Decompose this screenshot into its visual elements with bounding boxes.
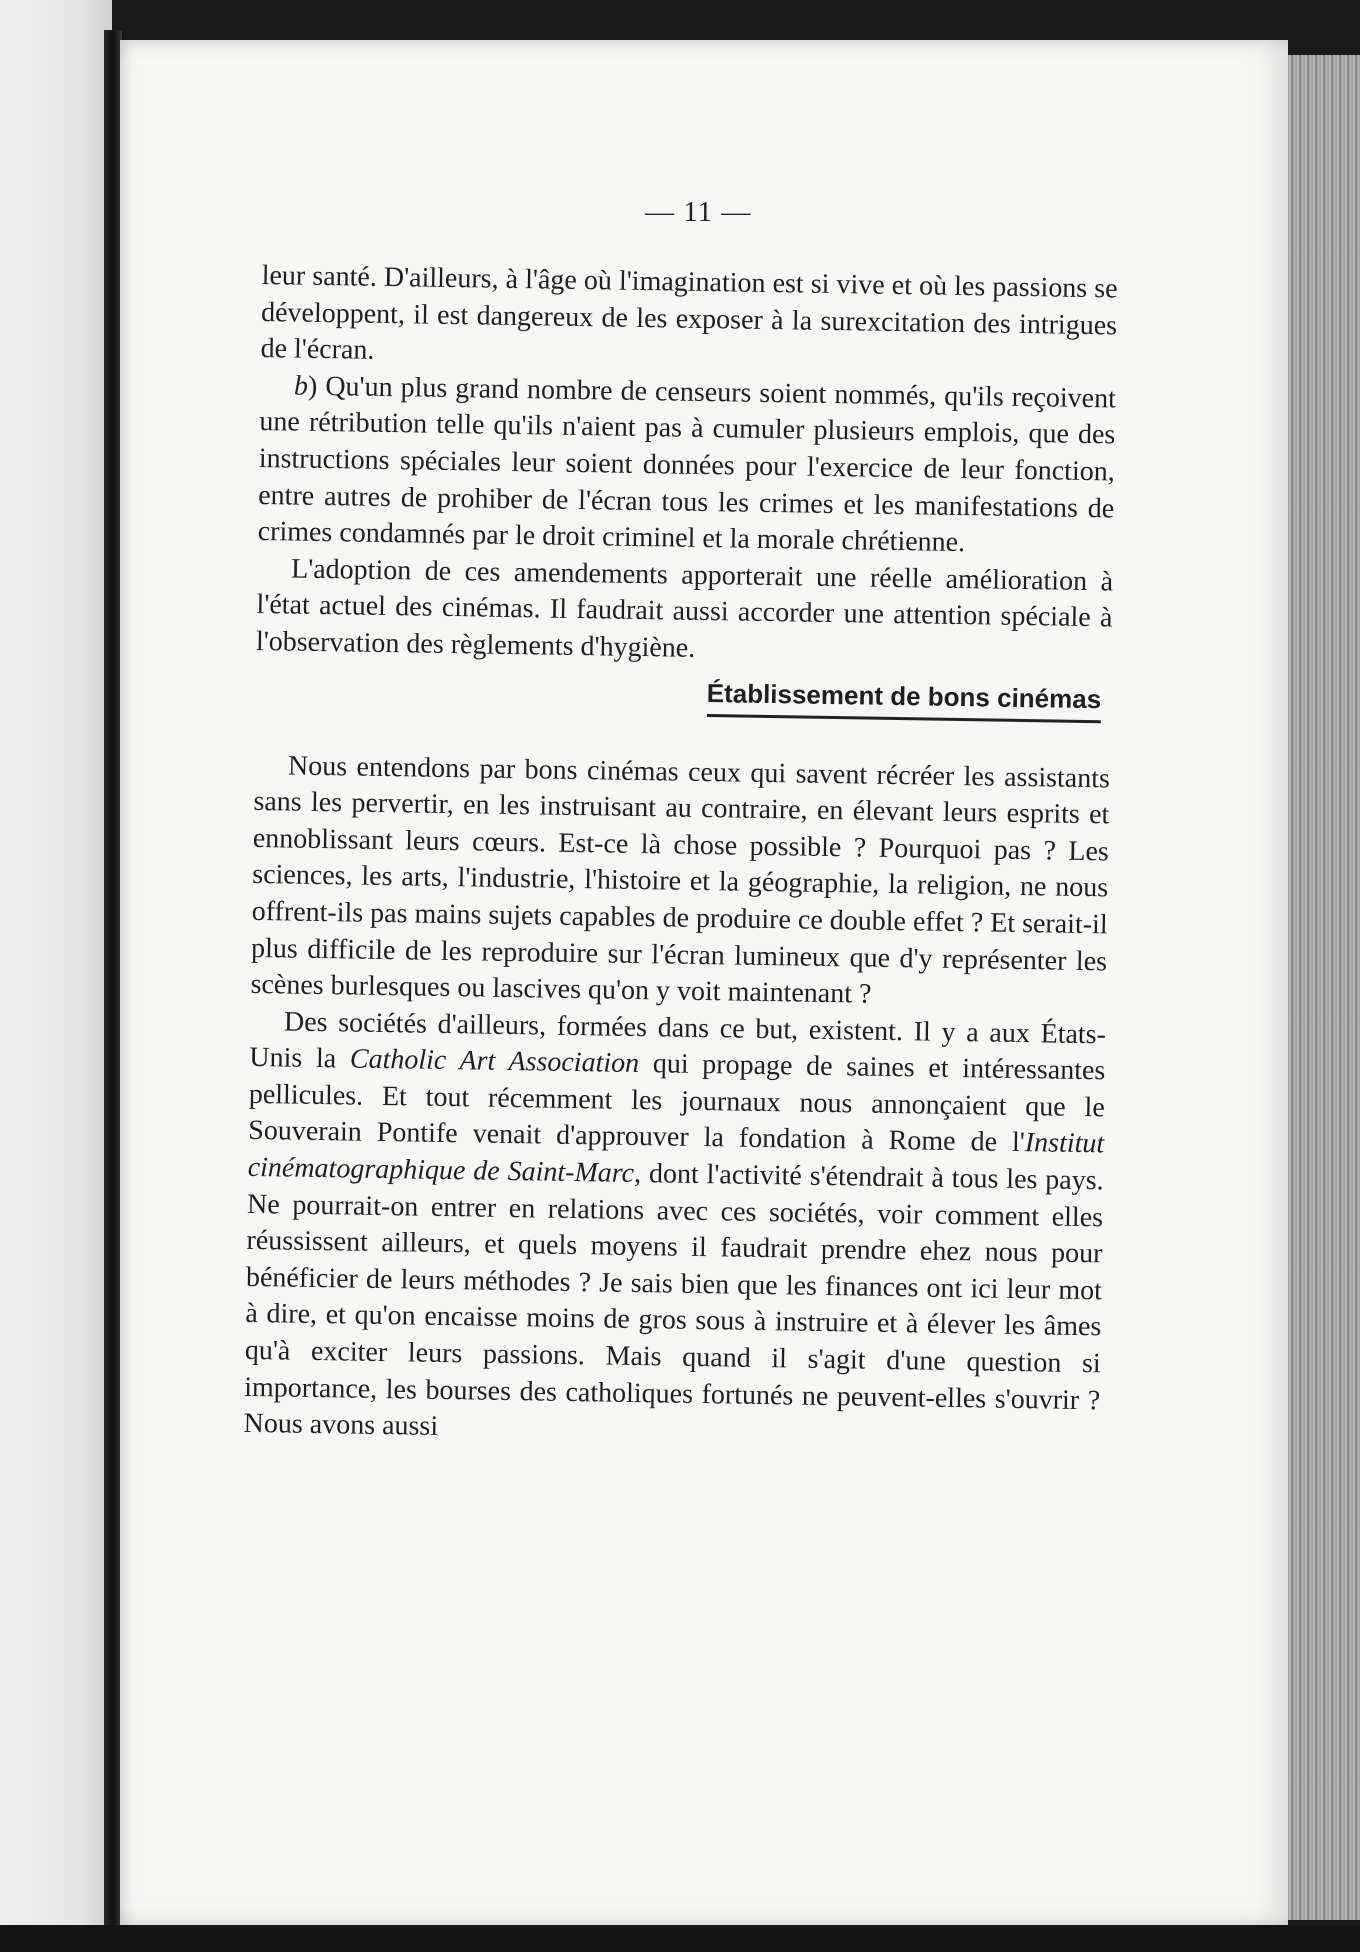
paragraph-5 <box>243 1004 1106 1457</box>
facing-page-edge <box>0 0 112 1952</box>
paragraph-3: L'adoption de ces amendements apporterait une réelle amélioration à l'état actuel des cinémas. Il faudrait aussi accorder une attention spéciale à l'observation des règlements d'hygiène. <box>255 553 1114 664</box>
section-heading-wrap <box>255 668 1112 722</box>
bottom-shadow <box>0 1925 1360 1952</box>
section-heading: Établissement de bons cinémas <box>706 676 1101 723</box>
paragraph-2 <box>257 368 1116 564</box>
page-number: — 11 — <box>645 196 752 228</box>
paragraph-5-part-e: , dont l'activité s'étendrait à tous les pays. Ne pourrait-on entrer en relations avec ces sociétés, voir comment elles réussissent ailleurs, et quels moyens il faudrait prendre ehez nous pour bénéficier de leurs méthodes ? Je sais bien que les finances ont ici leur mot à dire, et qu'on encaisse moins de gros sous à instruire et à élever les âmes qu'à exciter leurs passions. Mais quand il s'agit d'une question si importance, les bourses des catholiques fortunés ne peuvent-elles s'ouvrir ? Nous avons aussi <box>243 1158 1104 1443</box>
page-text <box>243 258 1118 1456</box>
paragraph-4: Nous entendons par bons cinémas ceux qui savent récréer les assistants sans les pervertir, en les instruisant au contraire, en élevant leurs esprits et ennoblissant leurs cœurs. Est-ce là chose possible ? Pourquoi pas ? Les sciences, les arts, l'industrie, l'histoire et la géographie, la religion, ne nous offrent-ils pas mains sujets capables de produire ce double effet ? Et serait-il plus difficile de les reproduire sur l'écran lumineux que d'y représenter les scènes burlesques ou lascives qu'on y voit maintenant ? <box>250 750 1111 1010</box>
catholic-art-association: Catholic Art Association <box>349 1043 640 1080</box>
list-marker-b: b <box>293 370 309 402</box>
paragraph-5-part-a: Des sociétés d'ailleurs, formées dans ce but, existent. Il y a aux États-Unis la <box>249 1006 1107 1075</box>
paragraph-5-part-c: qui propage de saines et intéressantes pellicules. Et tout récemment les journaux nous annonçaient que le Souverain Pontife venait d'approuver la fondation à Rome de l' <box>248 1048 1106 1159</box>
paragraph-2-text: ) Qu'un plus grand nombre de censeurs soient nommés, qu'ils reçoivent une rétribution telle qu'ils n'aient pas à cumuler plusieurs emplois, que des instructions spéciales leur soient données pour l'exercice de leur fonction, entre autres de prohiber de l'écran tous les crimes et les manifestations de crimes condamnés par le droit criminel et la morale chrétienne. <box>257 370 1117 559</box>
page-stack-edges <box>1288 55 1360 1920</box>
institut-saint-marc: Institut cinématographique de Saint-Marc <box>247 1127 1105 1190</box>
paragraph-1: leur santé. D'ailleurs, à l'âge où l'imagination est si vive et où les passions se développent, il est dangereux de les exposer à la surexcitation des intrigues de l'écran. <box>260 259 1118 366</box>
